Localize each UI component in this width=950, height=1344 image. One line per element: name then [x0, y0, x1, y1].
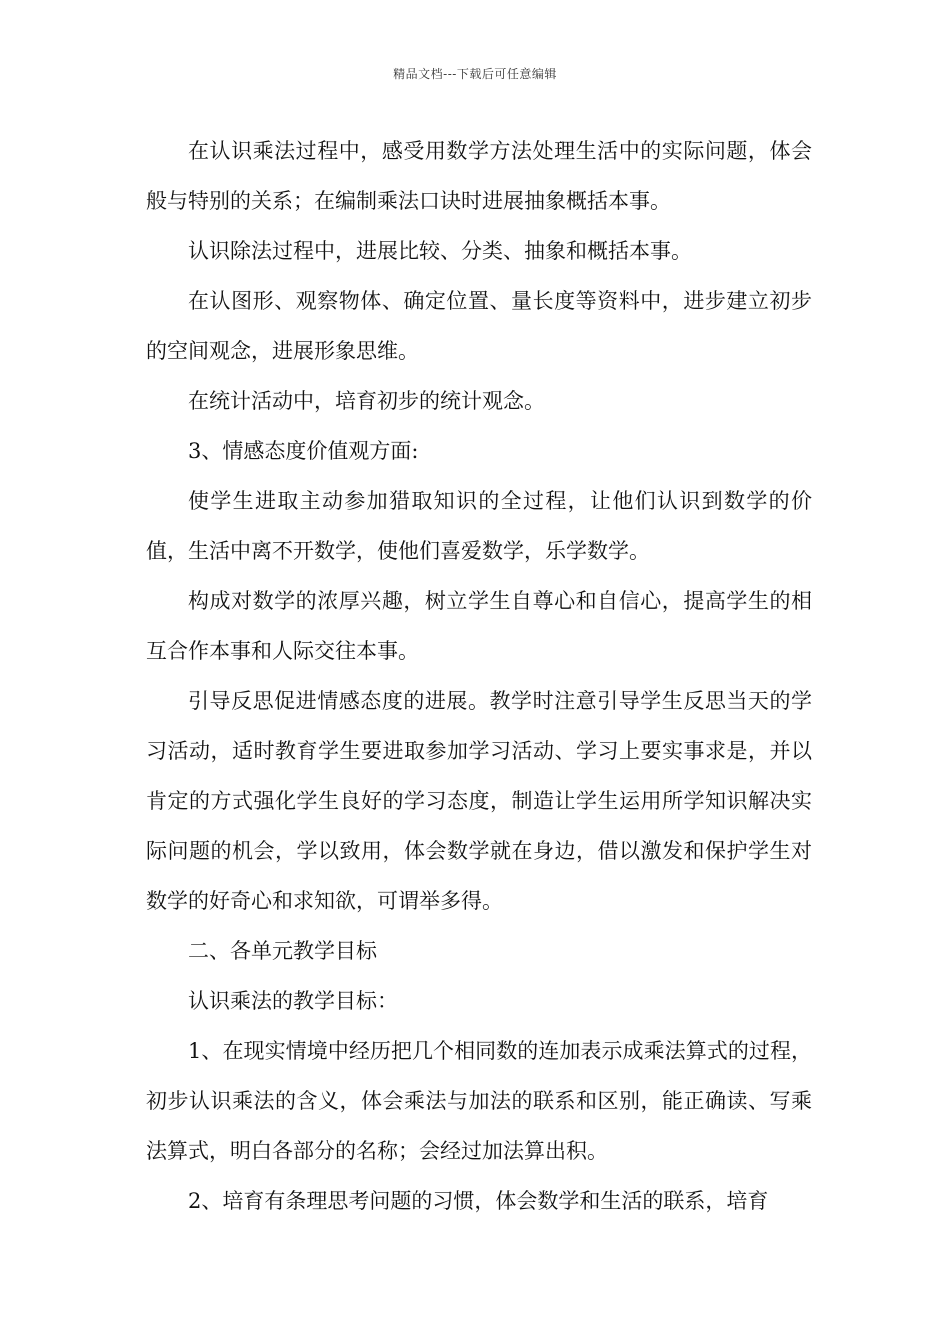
paragraph: 在认图形、观察物体、确定位置、量长度等资料中，进步建立初步的空间观念，进展形象思维。: [146, 289, 812, 363]
document-body: [146, 126, 812, 1226]
subsection-heading: 认识乘法的教学目标：: [188, 989, 398, 1013]
paragraph: 构成对数学的浓厚兴趣，树立学生自尊心和自信心，提高学生的相互合作本事和人际交往本事。: [146, 589, 812, 663]
paragraph: 在统计活动中，培育初步的统计观念。: [188, 389, 545, 413]
list-item: 1、在现实情境中经历把几个相同数的连加表示成乘法算式的过程，初步认识乘法的含义，体会乘法与加法的联系和区别，能正确读、写乘法算式，明白各部分的名称；会经过加法算出积。: [146, 1039, 812, 1163]
paragraph: 在认识乘法过程中，感受用数学方法处理生活中的实际问题，体会般与特别的关系；在编制乘法口诀时进展抽象概括本事。: [146, 139, 812, 213]
paragraph: 认识除法过程中，进展比较、分类、抽象和概括本事。: [188, 239, 692, 263]
paragraph: 使学生进取主动参加猎取知识的全过程，让他们认识到数学的价值，生活中离不开数学，使他们喜爱数学，乐学数学。: [146, 489, 812, 563]
section-heading: 3、情感态度价值观方面:: [188, 439, 419, 463]
list-item: 2、培育有条理思考问题的习惯，体会数学和生活的联系，培育: [188, 1189, 769, 1213]
paragraph: 引导反思促进情感态度的进展。教学时注意引导学生反思当天的学习活动，适时教育学生要进取参加学习活动、学习上要实事求是，并以肯定的方式强化学生良好的学习态度，制造让学生运用所学知识解决实际问题的机会，学以致用，体会数学就在身边，借以激发和保护学生对数学的好奇心和求知欲，可谓举多得。: [146, 689, 812, 913]
page-header: 精品文档---下载后可任意编辑: [393, 67, 557, 81]
section-heading: 二、各单元教学目标: [188, 939, 377, 963]
